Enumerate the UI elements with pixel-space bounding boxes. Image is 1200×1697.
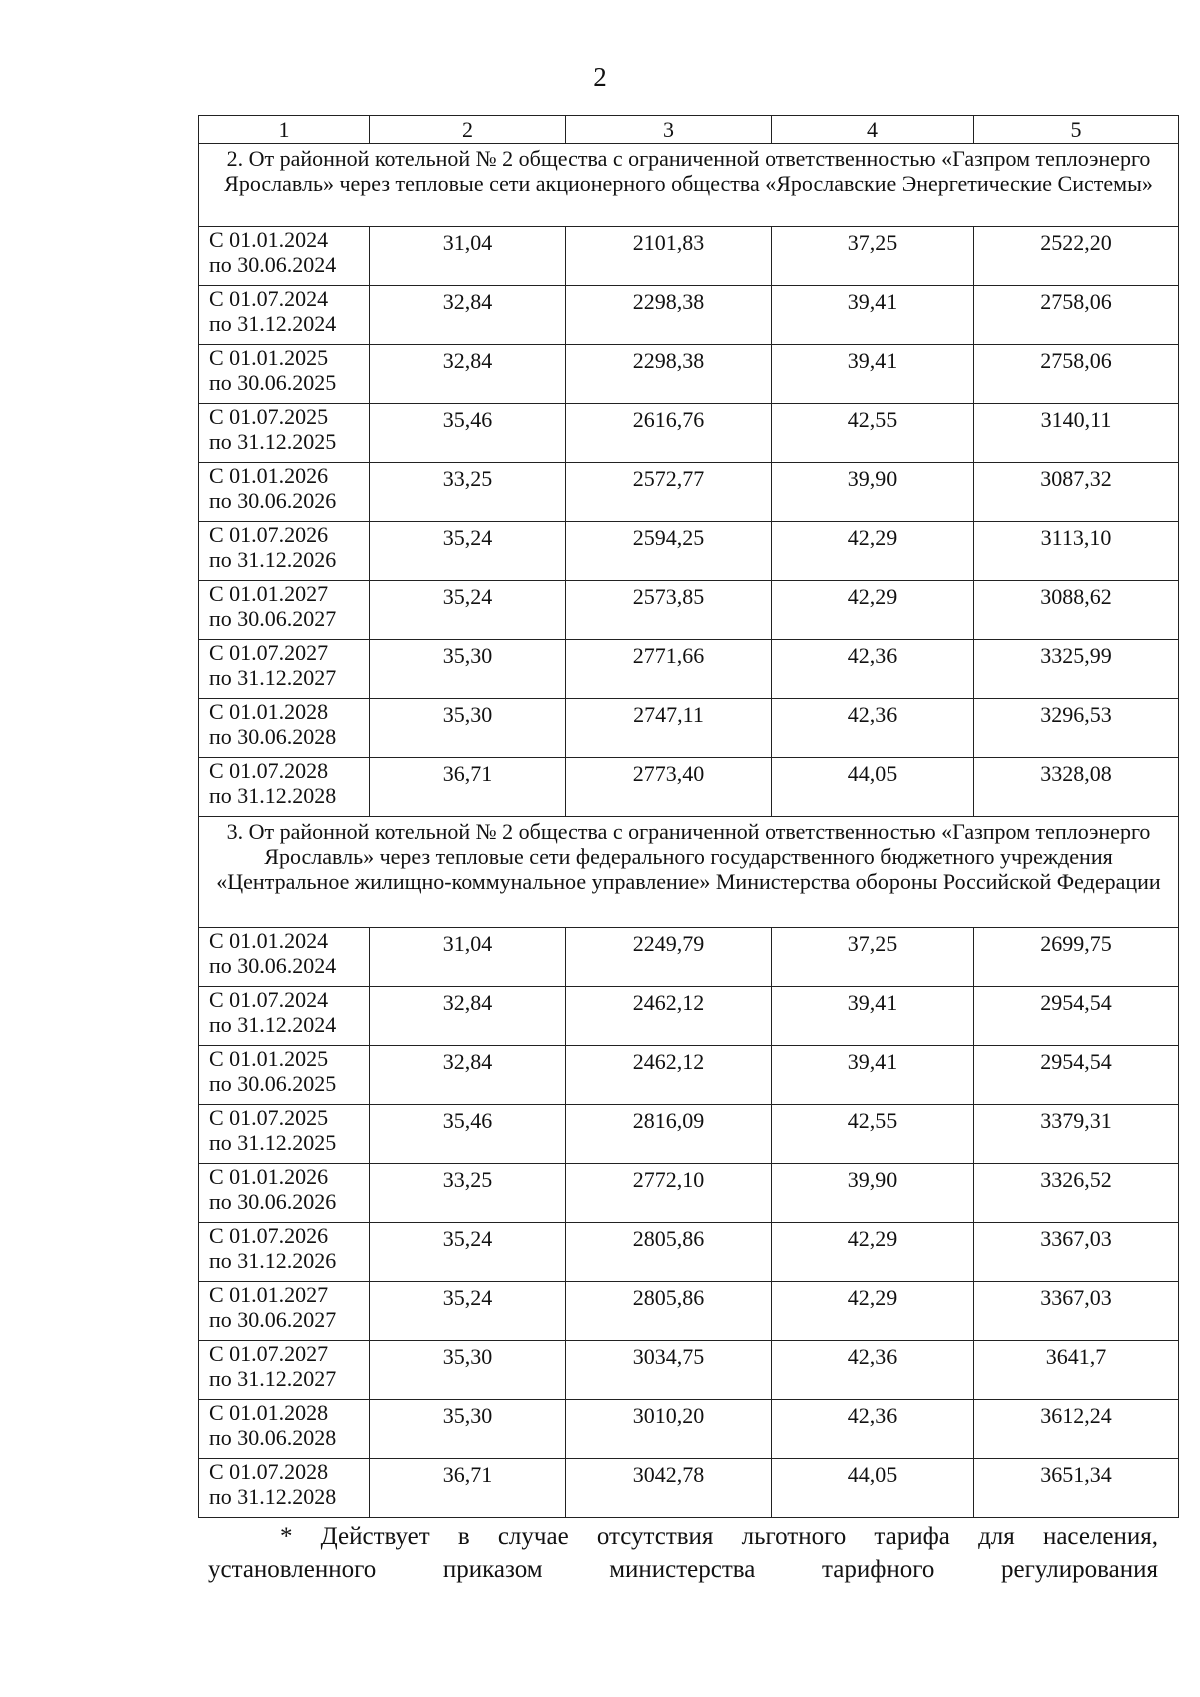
period-from: С 01.07.2026 <box>209 522 329 547</box>
period-to: по 30.06.2027 <box>209 606 337 631</box>
period-to: по 31.12.2026 <box>209 1248 337 1273</box>
value-cell-c2: 32,84 <box>370 987 566 1046</box>
value-cell-c5: 3367,03 <box>974 1282 1179 1341</box>
period-to: по 30.06.2025 <box>209 1071 337 1096</box>
value-cell-c4: 39,41 <box>772 1046 974 1105</box>
value-cell-c4: 44,05 <box>772 1459 974 1518</box>
value-cell-c5: 3088,62 <box>974 581 1179 640</box>
period-from: С 01.01.2024 <box>209 928 329 953</box>
value-cell-c3: 2747,11 <box>566 699 772 758</box>
header-cell: 4 <box>772 116 974 144</box>
table-row <box>199 345 1179 404</box>
period-to: по 31.12.2027 <box>209 665 337 690</box>
value-cell-c2: 32,84 <box>370 286 566 345</box>
value-cell-c4: 39,41 <box>772 286 974 345</box>
value-cell-c3: 3042,78 <box>566 1459 772 1518</box>
value-cell-c3: 2771,66 <box>566 640 772 699</box>
header-cell: 2 <box>370 116 566 144</box>
period-cell <box>199 1282 370 1341</box>
value-cell-c3: 2249,79 <box>566 928 772 987</box>
value-cell-c5: 3326,52 <box>974 1164 1179 1223</box>
value-cell-c5: 2758,06 <box>974 345 1179 404</box>
value-cell-c3: 2462,12 <box>566 1046 772 1105</box>
table-row <box>199 1341 1179 1400</box>
footnote-line-1: * Действует в случае отсутствия льготного тарифа для населения, <box>280 1523 1158 1550</box>
value-cell-c2: 36,71 <box>370 758 566 817</box>
period-cell <box>199 1105 370 1164</box>
value-cell-c3: 2594,25 <box>566 522 772 581</box>
period-from: С 01.01.2026 <box>209 463 329 488</box>
value-cell-c5: 3379,31 <box>974 1105 1179 1164</box>
value-cell-c2: 35,24 <box>370 1282 566 1341</box>
value-cell-c2: 33,25 <box>370 463 566 522</box>
value-cell-c3: 3010,20 <box>566 1400 772 1459</box>
period-cell <box>199 987 370 1046</box>
value-cell-c5: 3087,32 <box>974 463 1179 522</box>
value-cell-c4: 44,05 <box>772 758 974 817</box>
value-cell-c2: 35,30 <box>370 1341 566 1400</box>
value-cell-c4: 42,55 <box>772 1105 974 1164</box>
value-cell-c3: 2572,77 <box>566 463 772 522</box>
period-cell <box>199 928 370 987</box>
value-cell-c3: 3034,75 <box>566 1341 772 1400</box>
value-cell-c3: 2772,10 <box>566 1164 772 1223</box>
period-from: С 01.01.2025 <box>209 345 329 370</box>
table-row <box>199 1105 1179 1164</box>
section-title-row <box>199 817 1179 928</box>
table-row <box>199 404 1179 463</box>
value-cell-c4: 39,90 <box>772 1164 974 1223</box>
table-row <box>199 522 1179 581</box>
period-from: С 01.07.2026 <box>209 1223 329 1248</box>
table-row <box>199 1164 1179 1223</box>
period-to: по 31.12.2027 <box>209 1366 337 1391</box>
period-cell <box>199 581 370 640</box>
value-cell-c3: 2805,86 <box>566 1282 772 1341</box>
value-cell-c3: 2101,83 <box>566 227 772 286</box>
period-cell <box>199 404 370 463</box>
period-from: С 01.07.2025 <box>209 1105 329 1130</box>
period-cell <box>199 463 370 522</box>
period-from: С 01.07.2025 <box>209 404 329 429</box>
period-from: С 01.01.2026 <box>209 1164 329 1189</box>
table-row <box>199 699 1179 758</box>
period-from: С 01.01.2024 <box>209 227 329 252</box>
value-cell-c4: 42,29 <box>772 1223 974 1282</box>
value-cell-c4: 42,36 <box>772 1400 974 1459</box>
period-to: по 31.12.2024 <box>209 1012 337 1037</box>
value-cell-c5: 3612,24 <box>974 1400 1179 1459</box>
header-cell: 5 <box>974 116 1179 144</box>
header-cell: 3 <box>566 116 772 144</box>
value-cell-c2: 31,04 <box>370 928 566 987</box>
value-cell-c5: 2954,54 <box>974 1046 1179 1105</box>
value-cell-c5: 2954,54 <box>974 987 1179 1046</box>
period-to: по 31.12.2028 <box>209 1484 337 1509</box>
value-cell-c4: 39,41 <box>772 345 974 404</box>
value-cell-c2: 35,30 <box>370 640 566 699</box>
period-cell <box>199 227 370 286</box>
period-to: по 31.12.2025 <box>209 1130 337 1155</box>
value-cell-c3: 2298,38 <box>566 345 772 404</box>
value-cell-c4: 37,25 <box>772 928 974 987</box>
value-cell-c4: 42,29 <box>772 522 974 581</box>
period-from: С 01.07.2027 <box>209 1341 329 1366</box>
period-from: С 01.01.2028 <box>209 699 329 724</box>
period-to: по 30.06.2028 <box>209 1425 337 1450</box>
period-cell <box>199 640 370 699</box>
period-cell <box>199 345 370 404</box>
value-cell-c3: 2573,85 <box>566 581 772 640</box>
period-to: по 31.12.2025 <box>209 429 337 454</box>
table-row <box>199 286 1179 345</box>
period-cell <box>199 1341 370 1400</box>
value-cell-c3: 2462,12 <box>566 987 772 1046</box>
value-cell-c3: 2298,38 <box>566 286 772 345</box>
value-cell-c5: 3641,7 <box>974 1341 1179 1400</box>
period-from: С 01.01.2027 <box>209 581 329 606</box>
value-cell-c5: 3140,11 <box>974 404 1179 463</box>
table-row <box>199 463 1179 522</box>
period-to: по 30.06.2024 <box>209 953 337 978</box>
value-cell-c4: 42,29 <box>772 581 974 640</box>
table-row <box>199 1400 1179 1459</box>
value-cell-c2: 35,46 <box>370 1105 566 1164</box>
period-to: по 30.06.2024 <box>209 252 337 277</box>
period-cell <box>199 286 370 345</box>
section-title: 3. От районной котельной № 2 общества с ограниченной ответственностью «Газпром теплоэнерго Ярославль» через тепловые сети федерального государственного бюджетного учреждения «Центральное жилищно-коммунальное управление» Министерства обороны Российской Федерации <box>199 817 1179 928</box>
period-cell <box>199 699 370 758</box>
period-to: по 30.06.2026 <box>209 488 337 513</box>
period-cell <box>199 1164 370 1223</box>
period-cell <box>199 1459 370 1518</box>
value-cell-c5: 3328,08 <box>974 758 1179 817</box>
value-cell-c5: 3296,53 <box>974 699 1179 758</box>
section-title-row <box>199 144 1179 227</box>
period-cell <box>199 522 370 581</box>
period-to: по 30.06.2026 <box>209 1189 337 1214</box>
value-cell-c2: 35,30 <box>370 699 566 758</box>
table-row <box>199 1223 1179 1282</box>
table-row <box>199 1459 1179 1518</box>
value-cell-c2: 35,24 <box>370 522 566 581</box>
period-from: С 01.01.2027 <box>209 1282 329 1307</box>
period-from: С 01.01.2025 <box>209 1046 329 1071</box>
value-cell-c3: 2773,40 <box>566 758 772 817</box>
value-cell-c4: 42,29 <box>772 1282 974 1341</box>
value-cell-c2: 32,84 <box>370 345 566 404</box>
period-from: С 01.07.2024 <box>209 286 329 311</box>
value-cell-c5: 2699,75 <box>974 928 1179 987</box>
value-cell-c2: 35,24 <box>370 581 566 640</box>
table-row <box>199 640 1179 699</box>
table-row <box>199 987 1179 1046</box>
value-cell-c2: 36,71 <box>370 1459 566 1518</box>
table-row <box>199 758 1179 817</box>
period-cell <box>199 1223 370 1282</box>
value-cell-c2: 31,04 <box>370 227 566 286</box>
period-cell <box>199 1400 370 1459</box>
table-row <box>199 227 1179 286</box>
value-cell-c5: 3325,99 <box>974 640 1179 699</box>
value-cell-c4: 39,90 <box>772 463 974 522</box>
value-cell-c5: 2758,06 <box>974 286 1179 345</box>
footnote-line-2: установленного приказом министерства тарифного регулирования <box>208 1556 1158 1583</box>
value-cell-c3: 2616,76 <box>566 404 772 463</box>
value-cell-c2: 35,46 <box>370 404 566 463</box>
period-cell <box>199 758 370 817</box>
header-cell: 1 <box>199 116 370 144</box>
period-from: С 01.07.2024 <box>209 987 329 1012</box>
value-cell-c4: 42,36 <box>772 699 974 758</box>
table-row <box>199 1282 1179 1341</box>
value-cell-c3: 2805,86 <box>566 1223 772 1282</box>
value-cell-c5: 3113,10 <box>974 522 1179 581</box>
value-cell-c4: 37,25 <box>772 227 974 286</box>
page-number: 2 <box>593 62 607 92</box>
table-header-row <box>199 116 1179 144</box>
value-cell-c5: 3651,34 <box>974 1459 1179 1518</box>
value-cell-c4: 42,36 <box>772 640 974 699</box>
value-cell-c3: 2816,09 <box>566 1105 772 1164</box>
value-cell-c4: 42,36 <box>772 1341 974 1400</box>
period-from: С 01.07.2027 <box>209 640 329 665</box>
period-to: по 30.06.2025 <box>209 370 337 395</box>
value-cell-c2: 35,24 <box>370 1223 566 1282</box>
section-title: 2. От районной котельной № 2 общества с ограниченной ответственностью «Газпром теплоэнерго Ярославль» через тепловые сети акционерного общества «Ярославские Энергетические Системы» <box>199 144 1179 227</box>
value-cell-c5: 2522,20 <box>974 227 1179 286</box>
period-to: по 31.12.2026 <box>209 547 337 572</box>
value-cell-c2: 35,30 <box>370 1400 566 1459</box>
period-to: по 31.12.2024 <box>209 311 337 336</box>
period-to: по 30.06.2027 <box>209 1307 337 1332</box>
period-to: по 30.06.2028 <box>209 724 337 749</box>
value-cell-c4: 39,41 <box>772 987 974 1046</box>
value-cell-c5: 3367,03 <box>974 1223 1179 1282</box>
value-cell-c4: 42,55 <box>772 404 974 463</box>
table-row <box>199 928 1179 987</box>
value-cell-c2: 32,84 <box>370 1046 566 1105</box>
period-from: С 01.07.2028 <box>209 1459 329 1484</box>
period-cell <box>199 1046 370 1105</box>
period-from: С 01.01.2028 <box>209 1400 329 1425</box>
period-from: С 01.07.2028 <box>209 758 329 783</box>
table-row <box>199 1046 1179 1105</box>
table-row <box>199 581 1179 640</box>
value-cell-c2: 33,25 <box>370 1164 566 1223</box>
period-to: по 31.12.2028 <box>209 783 337 808</box>
tariff-table <box>198 115 1179 1518</box>
